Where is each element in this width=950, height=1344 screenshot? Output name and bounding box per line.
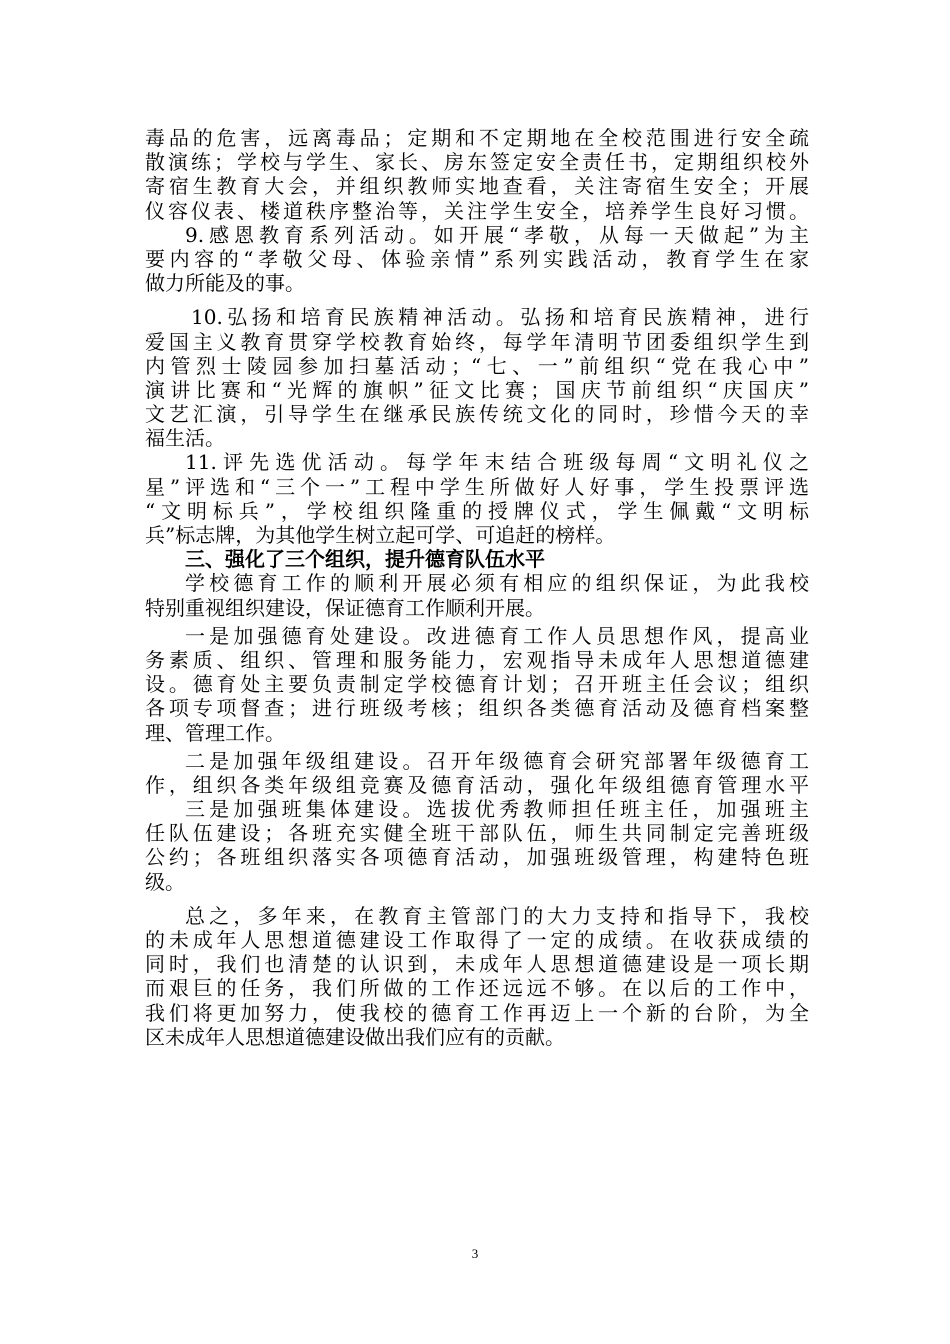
- text-line: 10.弘扬和培育民族精神活动。弘扬和培育民族精神，进行: [191, 305, 809, 330]
- heading-line: 三、强化了三个组织，提升德育队伍水平: [185, 547, 545, 572]
- text-line: 学校德育工作的顺利开展必须有相应的组织保证，为此我校: [185, 571, 809, 596]
- text-line: 同时，我们也清楚的认识到，未成年人思想道德建设是一项长期: [145, 952, 809, 977]
- text-line: 三是加强班集体建设。选拔优秀教师担任班主任，加强班主: [185, 797, 809, 822]
- text-line: 散演练；学校与学生、家长、房东签定安全责任书，定期组织校外: [145, 150, 809, 175]
- paragraph-excellence-selection: [145, 450, 809, 547]
- text-line: 的未成年人思想道德建设工作取得了一定的成绩。在收获成绩的: [145, 928, 809, 952]
- text-line: 公约；各班组织落实各项德育活动，加强班级管理，构建特色班: [145, 845, 809, 870]
- text-line: 福生活。: [145, 426, 225, 451]
- paragraph-spacer: [145, 295, 809, 305]
- paragraph-spacer: [145, 894, 809, 904]
- text-line: 要内容的“孝敬父母、体验亲情”系列实践活动，教育学生在家: [145, 246, 809, 271]
- paragraph-moral-office: [145, 624, 809, 745]
- document-body: [145, 126, 809, 1049]
- text-line: 兵”标志牌，为其他学生树立起可学、可追赶的榜样。: [145, 523, 616, 547]
- paragraph-grade-group: [145, 749, 809, 797]
- page-number: 3: [471, 1246, 479, 1261]
- text-line: 任队伍建设；各班充实健全班干部队伍，师生共同制定完善班级: [145, 821, 809, 846]
- text-line: “文明标兵”，学校组织隆重的授牌仪式，学生佩戴“文明标: [145, 498, 809, 523]
- text-line: 总之，多年来，在教育主管部门的大力支持和指导下，我校: [185, 903, 809, 928]
- text-line: 理、管理工作。: [145, 720, 285, 745]
- paragraph-conclusion: [145, 904, 809, 1049]
- text-line: 内管烈士陵园参加扫墓活动；“七、一”前组织“党在我心中”: [145, 353, 809, 378]
- text-line: 设。德育处主要负责制定学校德育计划；召开班主任会议；组织: [145, 672, 809, 697]
- paragraph-class-collective: [145, 797, 809, 894]
- text-line: 各项专项督查；进行班级考核；组织各类德育活动及德育档案整: [145, 696, 809, 721]
- text-line: 星”评选和“三个一”工程中学生所做好人好事，学生投票评选: [145, 474, 809, 499]
- paragraph-gratitude-education: [145, 223, 809, 296]
- text-line: 文艺汇演，引导学生在继承民族传统文化的同时，珍惜今天的幸: [145, 402, 809, 427]
- text-line: 级。: [145, 869, 185, 894]
- text-line: 务素质、组织、管理和服务能力，宏观指导未成年人思想道德建: [145, 647, 809, 672]
- text-line: 毒品的危害，远离毒品；定期和不定期地在全校范围进行安全疏: [145, 126, 809, 150]
- text-line: 寄宿生教育大会，并组织教师实地查看，关注寄宿生安全；开展: [145, 174, 809, 199]
- text-line: 演讲比赛和“光辉的旗帜”征文比赛；国庆节前组织“庆国庆”: [145, 377, 809, 402]
- section-heading: [145, 547, 809, 571]
- text-line: 9.感恩教育系列活动。如开展“孝敬，从每一天做起”为主: [185, 222, 809, 247]
- text-line: 特别重视组织建设，保证德育工作顺利开展。: [145, 595, 545, 620]
- text-line: 仪容仪表、楼道秩序整治等，关注学生安全，培养学生良好习惯。: [145, 198, 809, 223]
- paragraph-organization-intro: [145, 571, 809, 619]
- text-line: 做力所能及的事。: [145, 271, 305, 296]
- paragraph-national-spirit: [145, 305, 809, 450]
- text-line: 一是加强德育处建设。改进德育工作人员思想作风，提高业: [185, 623, 809, 648]
- text-line: 11.评先选优活动。每学年末结合班级每周“文明礼仪之: [185, 450, 809, 475]
- text-line: 爱国主义教育贯穿学校教育始终，每学年清明节团委组织学生到: [145, 329, 809, 354]
- text-line: 二是加强年级组建设。召开年级德育会研究部署年级德育工: [185, 748, 809, 773]
- text-line: 我们将更加努力，使我校的德育工作再迈上一个新的台阶，为全: [145, 1000, 809, 1025]
- text-line: 区未成年人思想道德建设做出我们应有的贡献。: [145, 1024, 565, 1049]
- paragraph-safety-education: [145, 126, 809, 223]
- text-line: 作，组织各类年级组竞赛及德育活动，强化年级组德育管理水平: [145, 772, 809, 797]
- text-line: 而艰巨的任务，我们所做的工作还远远不够。在以后的工作中，: [145, 976, 809, 1001]
